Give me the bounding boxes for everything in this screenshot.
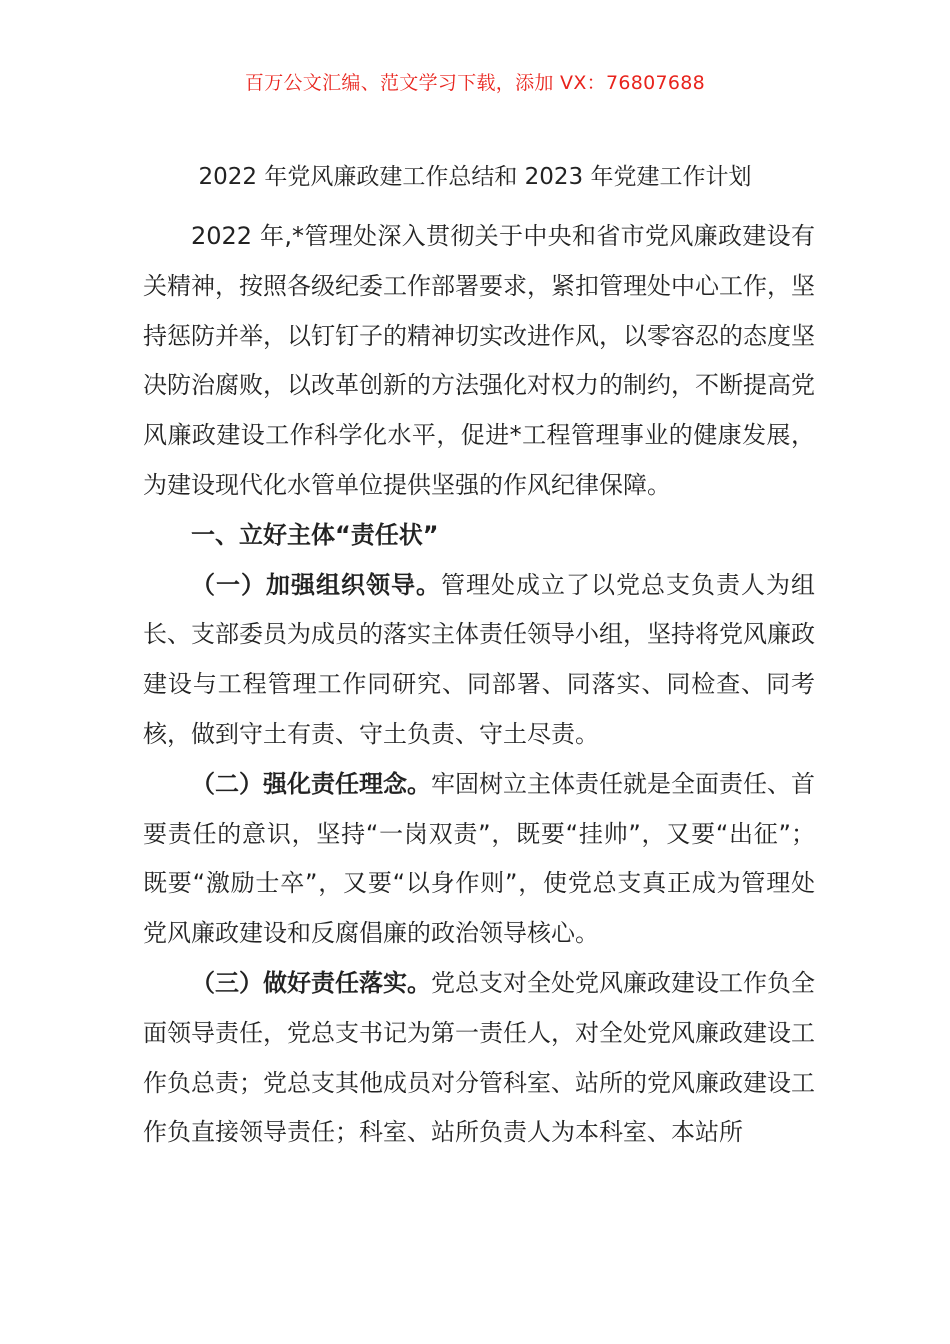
paragraph-item-3 [143, 959, 815, 1158]
item-lead: （二）强化责任理念。 [191, 769, 431, 798]
item-text: 牢固树立主体责任就是全面责任、首要责任的意识，坚持“一岗双责”，既要“挂帅”，又要“出征”；既要“激励士卒”，又要“以身作则”，使党总支真正成为管理处党风廉政建设和反腐倡廉的政治领导核心。 [143, 769, 815, 948]
paragraph-item-1 [143, 561, 815, 760]
item-lead: （三）做好责任落实。 [191, 968, 431, 997]
intro-paragraph: 2022 年,*管理处深入贯彻关于中央和省市党风廉政建设有关精神，按照各级纪委工作部署要求，紧扣管理处中心工作，坚持惩防并举，以钉钉子的精神切实改进作风，以零容忍的态度坚决防治腐败，以改革创新的方法强化对权力的制约，不断提高党风廉政建设工作科学化水平，促进*工程管理事业的健康发展，为建设现代化水管单位提供坚强的作风纪律保障。 [143, 222, 815, 499]
header-banner: 百万公文汇编、范文学习下载，添加 VX：76807688 [244, 72, 706, 94]
document-title: 2022 年党风廉政建工作总结和 2023 年党建工作计划 [198, 164, 752, 190]
item-text: 党总支对全处党风廉政建设工作负全面领导责任，党总支书记为第一责任人，对全处党风廉政建设工作负总责；党总支其他成员对分管科室、站所的党风廉政建设工作负直接领导责任；科室、站所负责人为本科室、本站所 [143, 968, 815, 1147]
item-lead: （一）加强组织领导。 [191, 570, 441, 599]
paragraph-item-2 [143, 760, 815, 959]
document-body [143, 212, 815, 1158]
section-heading: 一、立好主体“责任状” [191, 520, 439, 549]
item-text: 管理处成立了以党总支负责人为组长、支部委员为成员的落实主体责任领导小组，坚持将党风廉政建设与工程管理工作同研究、同部署、同落实、同检查、同考核，做到守土有责、守土负责、守土尽责。 [143, 570, 815, 748]
